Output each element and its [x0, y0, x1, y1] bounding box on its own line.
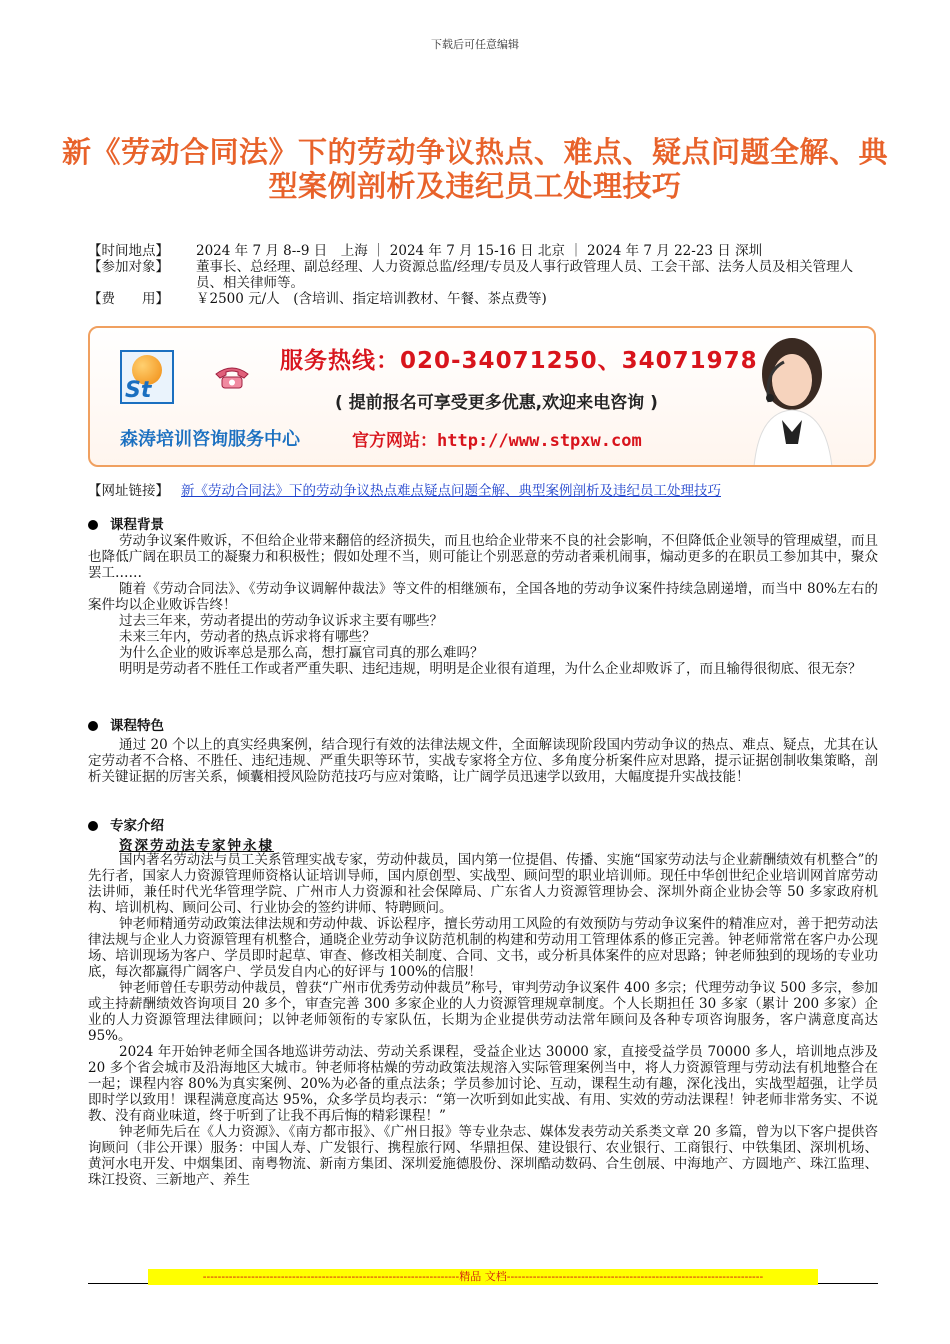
- background-heading: [88, 517, 164, 533]
- time-value: 2024 年 7 月 8--9 日 上海 ｜ 2024 年 7 月 15-16 日 北京 ｜ 2024 年 7 月 22-23 日 深圳: [196, 243, 763, 259]
- background-section: [88, 533, 878, 677]
- expert-paragraph: 国内著名劳动法与员工关系管理实战专家，劳动仲裁员，国内第一位提倡、传播、实施“国家劳动法与企业薪酬绩效有机整合”的先行者，国家人力资源管理师资格认证培训导师，国内原创型、实战型、顾问型的职业培训师。现任中华创世纪企业培训网首席劳动法讲师，兼任时代光华管理学院、广州市人力资源和社会保障局、广东省人力资源管理协会、深圳外商企业协会等 50 多家政府机构、培训机构、顾问公司、行业协会的签约讲师、特聘顾问。: [88, 852, 878, 916]
- background-question: 未来三年内，劳动者的热点诉求将有哪些？: [119, 629, 376, 645]
- time-label: 【时间地点】: [88, 243, 169, 259]
- background-paragraph: 劳动争议案件败诉，不但给企业带来翻倍的经济损失，而且也给企业带来不良的社会影响，不但降低企业领导的管理威望，而且也降低广阔在职员工的凝聚力和积极性；假如处理不当，则可能让个别恶意的劳动者乘机闹事，煽动更多的在职员工参加其中，聚众罢工……: [88, 533, 878, 581]
- expert-paragraph: 2024 年开始钟老师全国各地巡讲劳动法、劳动关系课程，受益企业达 30000 家，直接受益学员 70000 多人，培训地点涉及 20 多个省会城市及沿海地区大城市。钟老师将枯燥的劳动政策法规溶入实际管理案例当中，将人力资源管理与劳动法有机地整合在一起；课程内容 80%为真实案例、20%为必备的重点法条；学员参加讨论、互动，课程生动有趣，深化浅出，实战型超强，让学员即时学以致用！课程满意度高达 95%，众多学员均表示：“第一次听到如此实战、有用、实效的劳动法课程！钟老师非常务实、不说教、没有商业味道，终于听到了让我不再后悔的精彩课程！”: [88, 1044, 878, 1124]
- features-heading-text: 课程特色: [110, 718, 164, 734]
- audience-value: 董事长、总经理、副总经理、人力资源总监/经理/专员及人事行政管理人员、工会干部、法务人员及相关管理人员、相关律师等。: [196, 259, 854, 291]
- features-section: [88, 737, 878, 785]
- link-row: [88, 482, 721, 500]
- bullet-icon: [88, 721, 98, 731]
- background-paragraph: 随着《劳动合同法》、《劳动争议调解仲裁法》等文件的相继颁布，全国各地的劳动争议案件持续急剧递增，而当中 80%左右的案件均以企业败诉告终！: [88, 581, 878, 613]
- expert-paragraph: 钟老师精通劳动政策法律法规和劳动仲裁、诉讼程序，擅长劳动用工风险的有效预防与劳动争议案件的精准应对，善于把劳动法律法规与企业人力资源管理有机整合，通晓企业劳动争议防范机制的构建和劳动用工管理体系的修正完善。钟老师常常在客户办公现场、培训现场为客户、学员即时起草、审查、修改相关制度、合同、文书，或分析具体案件的应对思路；钟老师独到的现场的专业功底，每次都赢得广阔客户、学员发自内心的好评与 100%的信服！: [88, 916, 878, 980]
- fee-label: 【费 用】: [88, 291, 169, 307]
- page-title: 新《劳动合同法》下的劳动争议热点、难点、疑点问题全解、典型案例剖析及违纪员工处理技巧: [61, 135, 888, 203]
- course-info: [88, 243, 878, 307]
- background-heading-text: 课程背景: [110, 517, 164, 533]
- footer-banner: ---------------------------------------------------------------------精品 文档---------------------------------------------------------------------: [148, 1269, 818, 1285]
- features-heading: [88, 718, 164, 734]
- expert-paragraph: 钟老师曾任专职劳动仲裁员，曾获“广州市优秀劳动仲裁员”称号，审判劳动争议案件 400 多宗；代理劳动争议 500 多宗，参加或主持薪酬绩效咨询项目 20 多个，审查完善 300 多家企业的人力资源管理规章制度。个人长期担任 30 多家（累计 200 多家）企业的人力资源管理法律顾问；以钟老师领衔的专家队伍，长期为企业提供劳动法常年顾问及各种专项咨询服务，客户满意度高达 95%。: [88, 980, 878, 1044]
- service-hotline: 服务热线：020-34071250、34071978: [280, 348, 758, 374]
- promo-text: ( 提前报名可享受更多优惠,欢迎来电咨询 ): [335, 393, 658, 413]
- expert-paragraph: 钟老师先后在《人力资源》、《南方都市报》、《广州日报》等专业杂志、媒体发表劳动关系类文章 20 多篇，曾为以下客户提供咨询顾问（非公开课）服务：中国人寿、广发银行、携程旅行网、华鼎担保、建设银行、农业银行、工商银行、中铁集团、深圳机场、黄河水电开发、中烟集团、南粤物流、新南方集团、深圳爱施德股份、深圳酷动数码、合生创展、中海地产、方圆地产、珠江监理、珠江投资、三新地产、养生: [88, 1124, 878, 1188]
- service-banner[interactable]: [88, 326, 876, 467]
- website-url[interactable]: 官方网站：http://www.stpxw.com: [352, 431, 642, 451]
- center-name: 森涛培训咨询服务中心: [120, 429, 300, 450]
- logo-text: St: [125, 378, 152, 403]
- expert-heading-text: 专家介绍: [110, 818, 164, 834]
- expert-section: [88, 852, 878, 1188]
- background-paragraph: 明明是劳动者不胜任工作或者严重失职、违纪违规，明明是企业很有道理，为什么企业却败诉了，而且输得很彻底、很无奈？: [119, 661, 862, 677]
- customer-service-agent-image: [714, 332, 864, 467]
- expert-name: 资深劳动法专家钟永棣: [119, 838, 274, 854]
- fee-value: ￥2500 元/人 (含培训、指定培训教材、午餐、茶点费等): [196, 291, 547, 307]
- audience-row: [88, 259, 878, 291]
- audience-label: 【参加对象】: [88, 259, 169, 275]
- expert-heading: [88, 818, 164, 834]
- fee-row: [88, 291, 878, 307]
- background-question: 为什么企业的败诉率总是那么高，想打赢官司真的那么难吗？: [119, 645, 484, 661]
- time-row: [88, 243, 878, 259]
- top-note: 下载后可任意编辑: [431, 38, 519, 51]
- features-paragraph: 通过 20 个以上的真实经典案例，结合现行有效的法律法规文件，全面解读现阶段国内劳动争议的热点、难点、疑点，尤其在认定劳动者不合格、不胜任、违纪违规、严重失职等环节，实战专家将全方位、多角度分析案件应对思路，提示证据创制收集策略，剖析关键证据的厉害关系，倾囊相授风险防范技巧与应对策略，让广阔学员迅速学以致用，大幅度提升实战技能！: [88, 737, 878, 785]
- bullet-icon: [88, 520, 98, 530]
- course-link[interactable]: 新《劳动合同法》下的劳动争议热点难点疑点问题全解、典型案例剖析及违纪员工处理技巧: [181, 483, 721, 499]
- telephone-icon: [212, 364, 252, 390]
- bullet-icon: [88, 821, 98, 831]
- link-label: 【网址链接】: [88, 483, 169, 499]
- background-question: 过去三年来，劳动者提出的劳动争议诉求主要有哪些？: [119, 613, 443, 629]
- company-logo: [120, 350, 174, 404]
